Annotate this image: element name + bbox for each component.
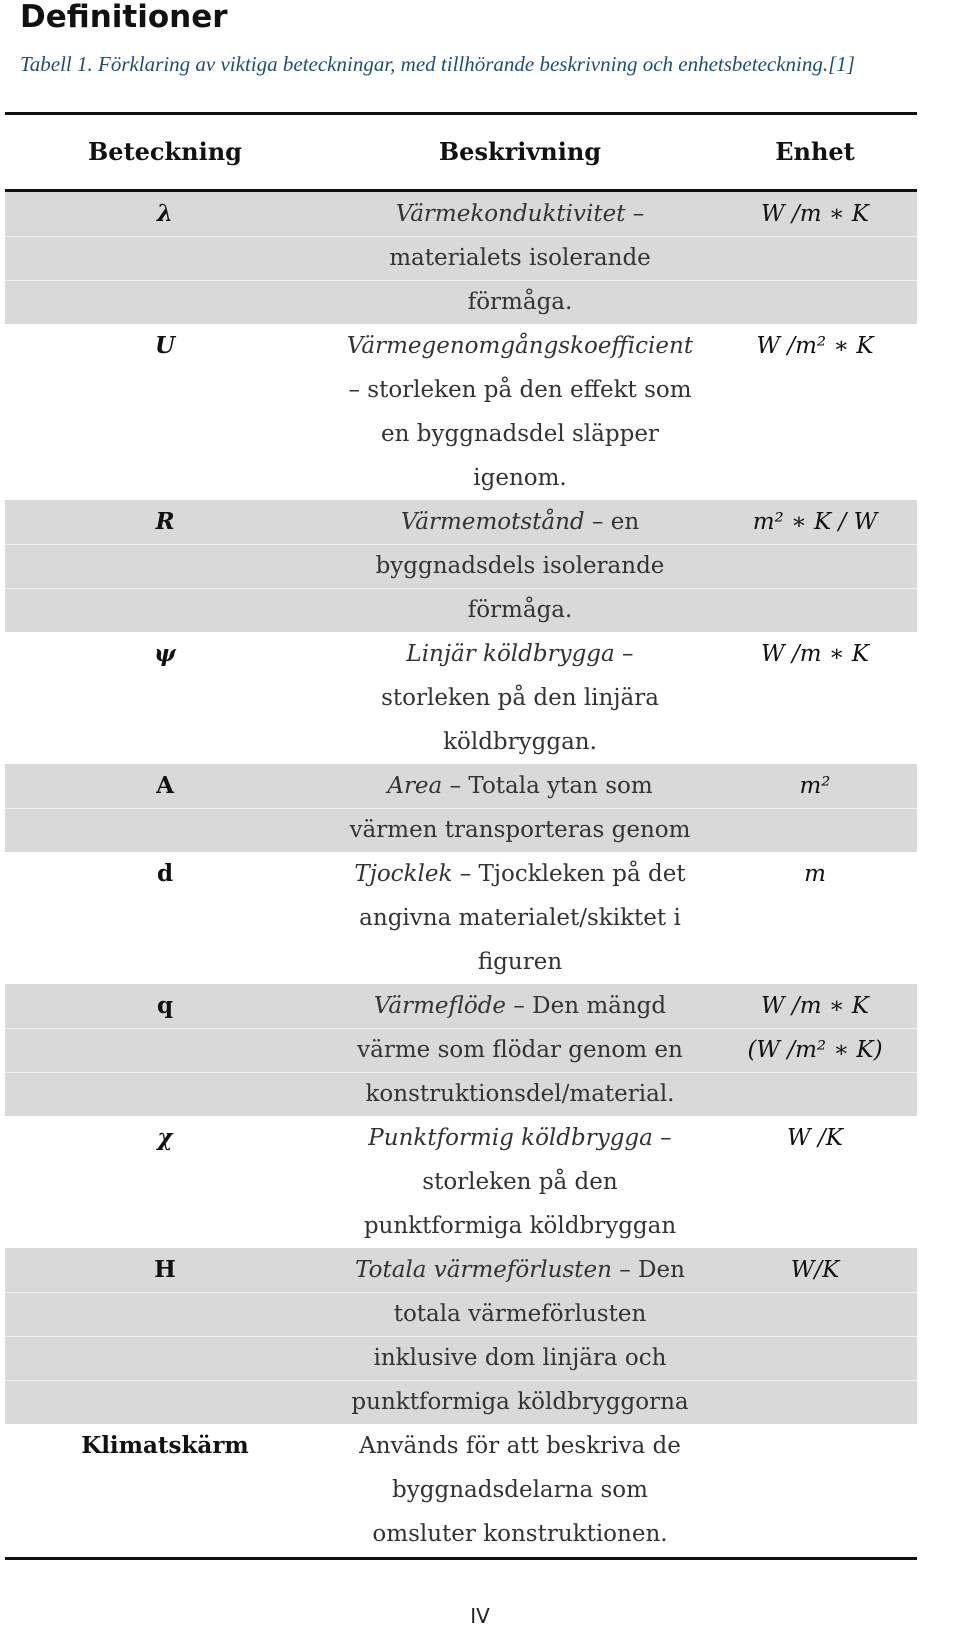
row-description [335,324,705,500]
row-symbol: H [154,1256,176,1283]
description-text: värme som flödar genom en [357,1037,683,1063]
description-line [335,280,705,324]
description-text: – Totala ytan som [442,773,653,799]
description-text: – [614,641,634,667]
unit-line: W /K [787,1125,843,1151]
table-row [5,1248,917,1424]
description-text: figuren [477,949,563,975]
table-row [5,852,917,984]
unit-line: W /m ∗ K [761,641,869,667]
description-text: igenom. [473,465,567,491]
table-row [5,1116,917,1248]
description-line [335,1204,705,1248]
row-symbol: q [156,992,174,1019]
row-description [335,1424,705,1556]
table-bottom-rule [5,1557,917,1560]
description-text: – Tjockleken på det [452,861,686,887]
row-unit [715,632,915,676]
row-unit [715,192,915,236]
table-caption: Tabell 1. Förklaring av viktiga beteckningar, med tillhörande beskrivning och enhetsbeteckning.[1] [20,52,855,76]
row-description [335,632,705,764]
table-row [5,764,917,852]
term-name: Tjocklek [354,861,453,887]
description-line [335,720,705,764]
row-symbol: U [154,332,176,359]
description-text: värmen transporteras genom [349,817,691,843]
row-symbol: Klimatskärm [81,1432,249,1459]
row-symbol: λ [156,200,174,227]
description-line [335,1380,705,1424]
description-line [335,808,705,852]
description-line [335,324,705,368]
row-description [335,984,705,1116]
description-line [335,368,705,412]
description-line [335,1468,705,1512]
term-name: Värmekonduktivitet [395,201,626,227]
description-text: – [652,1125,672,1151]
unit-line: W/K [790,1257,840,1283]
description-line [335,940,705,984]
row-unit [715,852,915,896]
row-symbol: d [156,860,174,887]
row-description [335,764,705,852]
term-name: Punktformig köldbrygga [368,1125,653,1151]
table-header [5,113,917,189]
row-symbol: ψ [154,640,176,667]
description-text: storleken på den [422,1169,618,1195]
row-description [335,500,705,632]
description-line [335,1248,705,1292]
table-row [5,1424,917,1556]
term-name: Area [387,773,443,799]
term-name: Totala värmeförlusten [355,1257,612,1283]
description-text: punktformiga köldbryggan [363,1213,677,1239]
row-unit [715,984,915,1072]
unit-line: W /m ∗ K [761,201,869,227]
row-symbol: χ [157,1124,173,1151]
unit-line: W /m ∗ K [761,993,869,1019]
table-row [5,500,917,632]
unit-line: (W /m² ∗ K) [747,1037,883,1063]
description-line [335,852,705,896]
term-name: Linjär köldbrygga [406,641,615,667]
description-text: – [625,201,645,227]
description-line [335,632,705,676]
row-unit [715,1248,915,1292]
description-line [335,764,705,808]
description-text: – en [584,509,640,535]
term-name: Värmeflöde [373,993,507,1019]
description-text: storleken på den linjära [381,685,659,711]
description-text: byggnadsdels isolerande [375,553,665,579]
description-text: byggnadsdelarna som [392,1477,648,1503]
row-unit [715,1116,915,1160]
row-description [335,192,705,324]
description-text: Används för att beskriva de [359,1433,681,1459]
description-line [335,1512,705,1556]
row-description [335,852,705,984]
header-enhet: Enhet [775,137,855,166]
description-text: konstruktionsdel/material. [365,1081,675,1107]
term-name: Värmegenomgångskoefficient [346,333,694,359]
description-line [335,192,705,236]
description-line [335,1028,705,1072]
table-row [5,192,917,324]
unit-line: m² ∗ K / W [752,509,878,535]
description-text: – storleken på den effekt som [348,377,692,403]
row-symbol: A [156,772,174,799]
description-text: punktformiga köldbryggorna [351,1389,689,1415]
table-row [5,324,917,500]
row-unit [715,500,915,544]
header-beskrivning: Beskrivning [438,137,602,166]
description-line [335,896,705,940]
description-text: en byggnadsdel släpper [381,421,659,447]
description-text: materialets isolerande [389,245,651,271]
description-line [335,1292,705,1336]
description-line [335,1072,705,1116]
description-text: omsluter konstruktionen. [372,1521,668,1547]
page-number: IV [470,1604,490,1628]
unit-line: m [804,861,826,887]
description-line [335,412,705,456]
description-line [335,984,705,1028]
description-line [335,236,705,280]
description-line [335,456,705,500]
description-text: inklusive dom linjära och [373,1345,667,1371]
description-line [335,1116,705,1160]
description-line [335,1336,705,1380]
description-text: – Den [611,1257,685,1283]
description-text: angivna materialet/skiktet i [359,905,681,931]
description-line [335,676,705,720]
header-beteckning: Beteckning [88,137,242,166]
description-text: totala värmeförlusten [393,1301,647,1327]
row-unit [715,764,915,808]
description-line [335,588,705,632]
term-name: Värmemotstånd [400,509,585,535]
description-text: köldbryggan. [443,729,597,755]
description-text: förmåga. [467,597,573,623]
row-unit [715,324,915,368]
description-line [335,500,705,544]
section-heading: Definitioner [20,0,228,35]
table-body [5,192,917,1556]
row-symbol: R [155,508,175,535]
description-text: förmåga. [467,289,573,315]
description-line [335,1160,705,1204]
unit-line: m² [799,773,831,799]
description-line [335,1424,705,1468]
description-line [335,544,705,588]
table-row [5,984,917,1116]
row-description [335,1116,705,1248]
unit-line: W /m² ∗ K [756,333,874,359]
table-row [5,632,917,764]
row-description [335,1248,705,1424]
description-text: – Den mängd [506,993,667,1019]
